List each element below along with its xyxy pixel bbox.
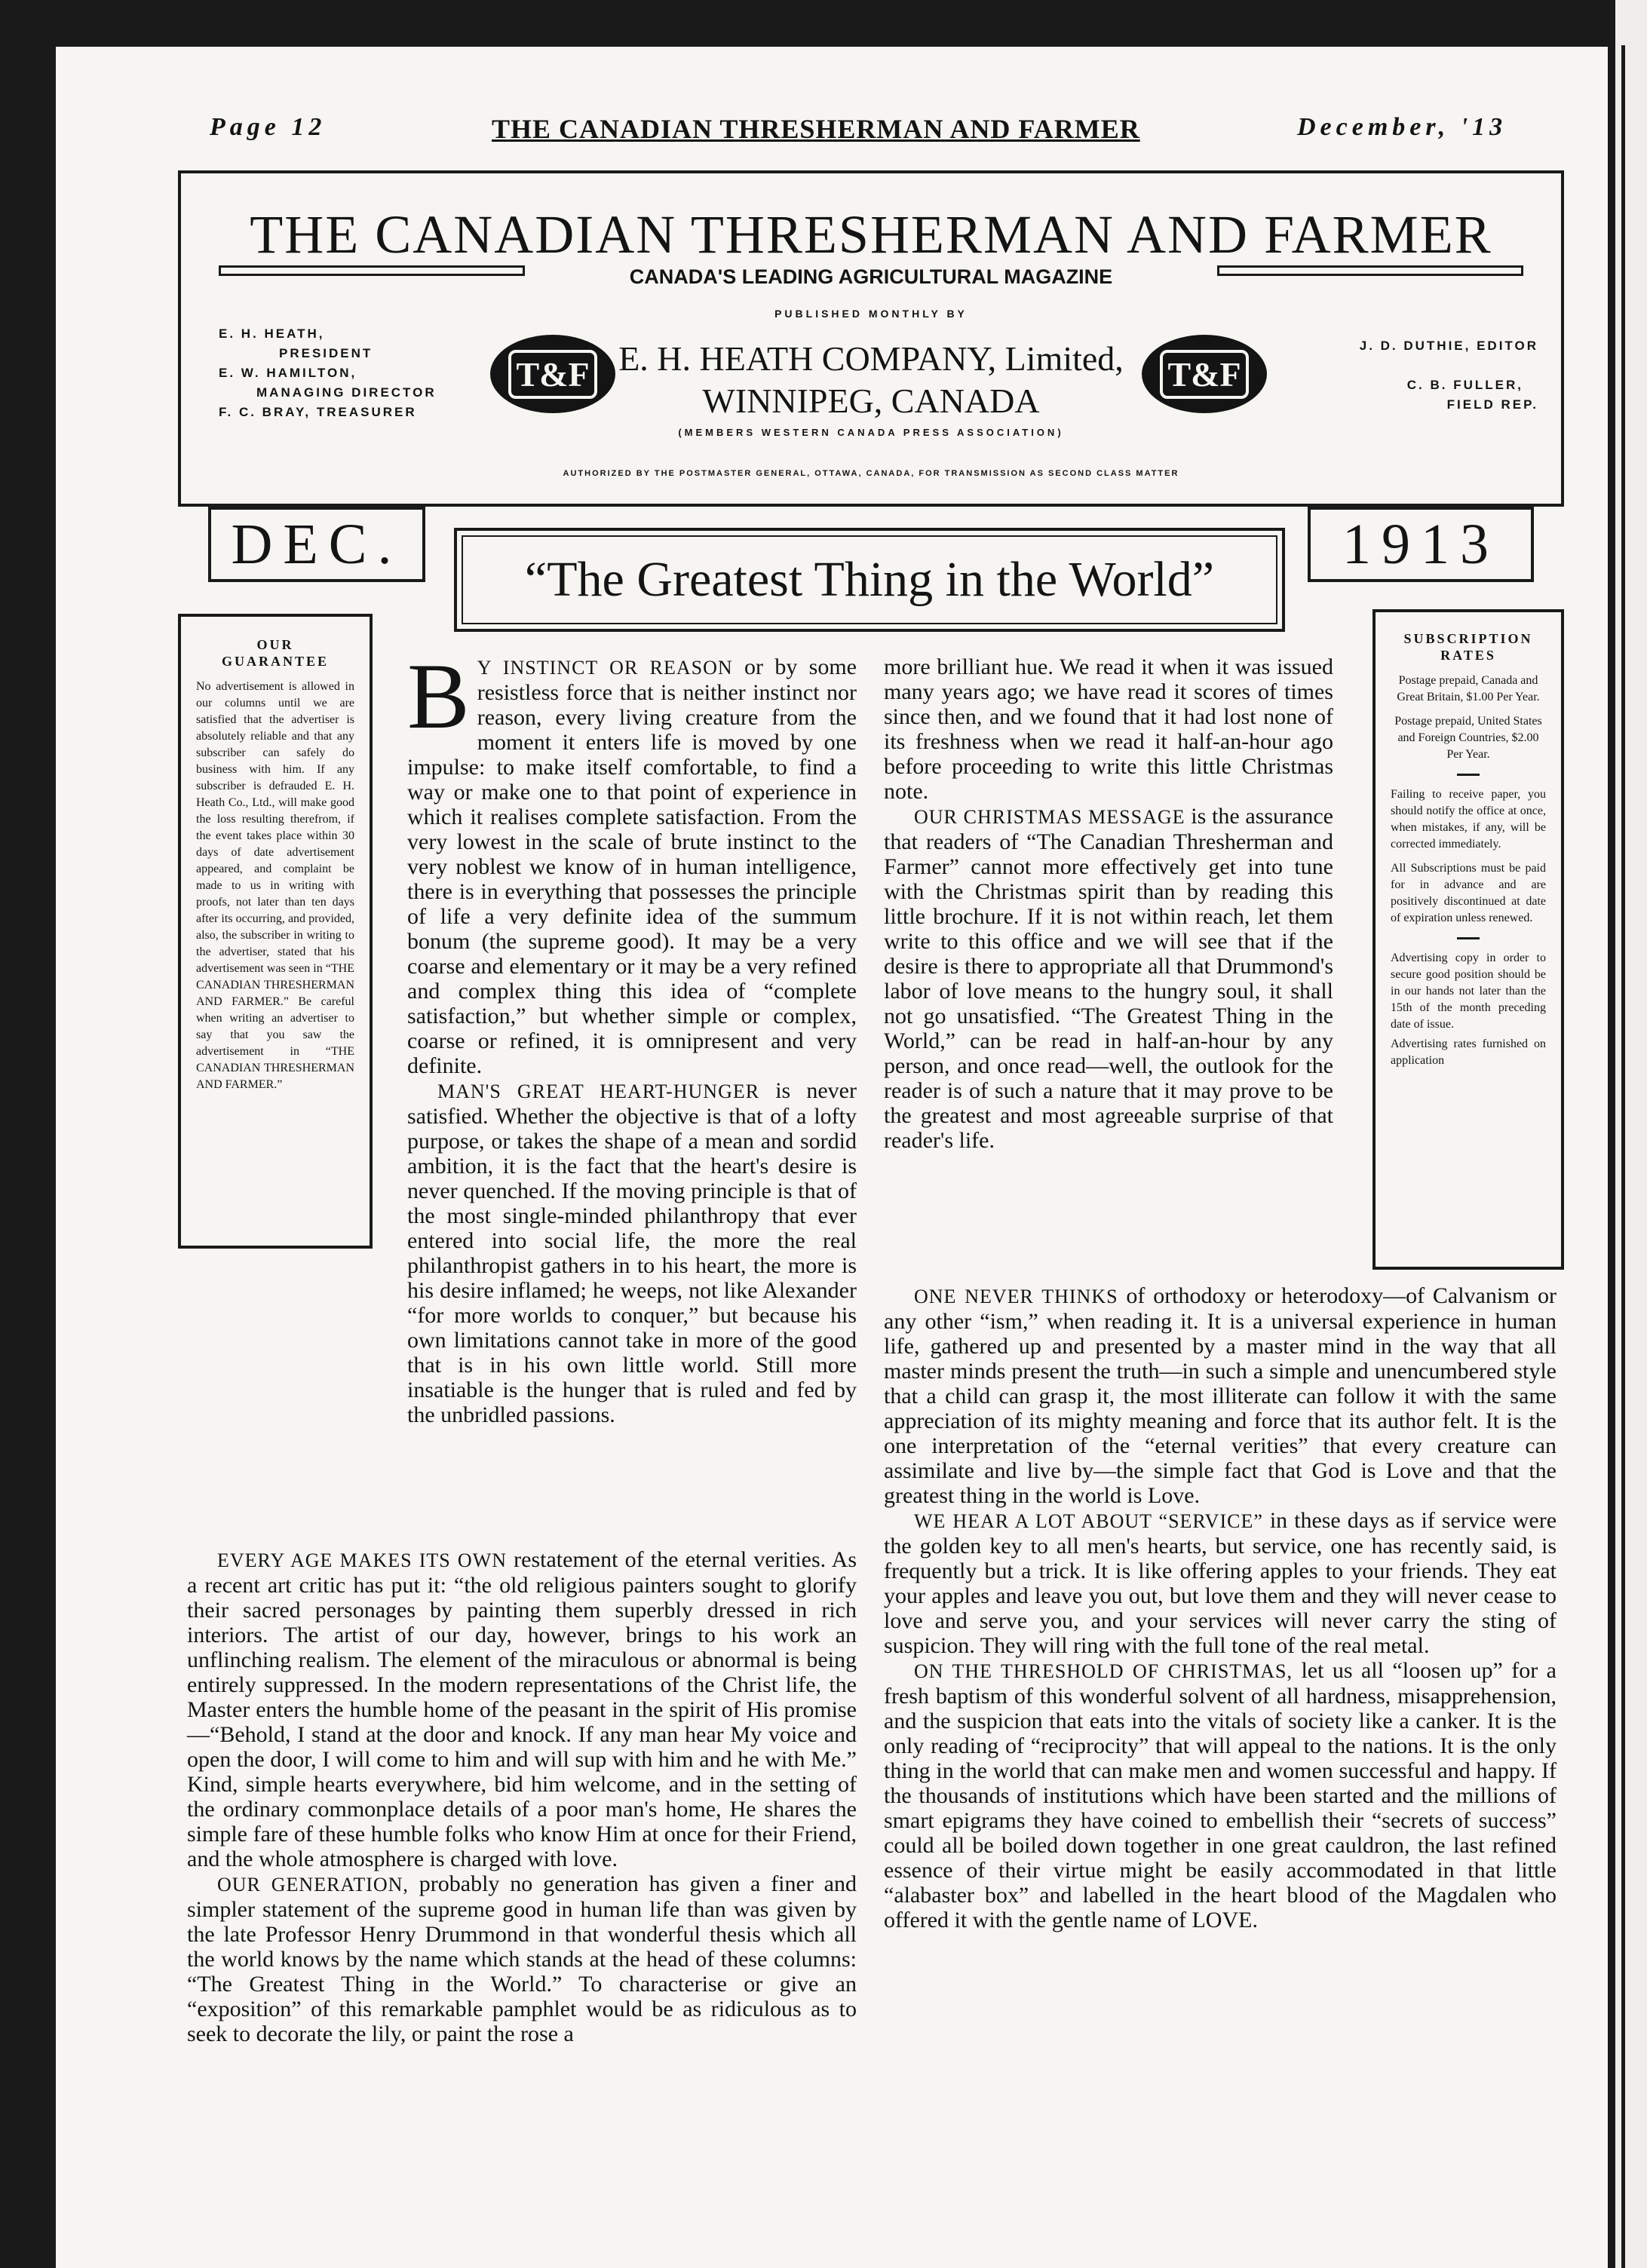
subscription-note: Advertising rates furnished on application [1391, 1037, 1546, 1067]
binding-shadow [1621, 45, 1625, 2268]
tf-logo-right [1142, 335, 1267, 413]
staff-name: E. H. HEATH, [219, 326, 325, 341]
issue-month: DEC. [208, 507, 425, 582]
divider [1457, 937, 1480, 939]
masthead-subtitle: CANADA'S LEADING AGRICULTURAL MAGAZINE [629, 265, 1113, 288]
paragraph-lead: OUR GENERATION, [217, 1874, 409, 1896]
guarantee-text: No advertisement is allowed in our columns until we are satisfied that the advertiser is absolutely reliable and that any subscriber can safely do business with him. If any subscriber is defrauded E. H. Heath Co., Ltd., will make good the loss resulting therefrom, if the event takes place within 30 days of date advertisement appeared, and complaint be made to us in writing with proofs, not later than ten days after its occurring, and provided, also, the subscriber in writing to the advertiser, stated that his advertisement was seen in “THE CANADIAN THRESHERMAN AND FARMER.” Be careful when writing an advertiser to say that you saw the advertisement in “THE CANADIAN THRESHERMAN AND FARMER.” [196, 680, 354, 1091]
page-number: Page 12 [210, 113, 327, 141]
paragraph-text: or by some resistless force that is neither instinct nor reason, every living creature from the moment it enters life is moved by one impulse: to make itself comfortable, to find a way or make one to that point of experience in which it realises complete satisfaction. From the very lowest in the scale of brute instinct to the very noblest we know of in human intelligence, there is in everything that possesses the principle of life a very definite idea of the summum bonum (the supreme good). It may be a very coarse and elementary or it may be a very refined and complex thing this idea of “complete satisfaction,” but whether simple or complex, coarse or refined, it is omnipresent and very definite. [407, 654, 857, 1078]
masthead-title: THE CANADIAN THRESHERMAN AND FARMER [250, 204, 1492, 265]
paragraph: more brilliant hue. We read it when it was issued many years ago; we have read it scores of times since then, and we found that it had lost none of its freshness when we read it half-an-hour ago before proceeding to write this little Christmas note. [884, 654, 1333, 804]
article-column-left-lower [187, 1547, 857, 2046]
paragraph-lead: OUR CHRISTMAS MESSAGE [914, 806, 1185, 828]
paragraph [407, 645, 857, 1078]
company-name: E. H. HEATH COMPANY, Limited, [618, 339, 1124, 378]
logo-monogram: T&F [508, 350, 597, 399]
subscription-heading: RATES [1440, 648, 1496, 663]
paragraph-lead: ONE NEVER THINKS [914, 1286, 1118, 1307]
paragraph-text: in these days as if service were the golden key to all men's hearts, but service, one has recently said, is frequently but a trick. It is like offering apples to your friends. They eat your apples and leave you out, but love them and they will never cease to love and serve you, and your services will never carry the sting of suspicion. They will ring with the full tone of the real metal. [884, 1508, 1557, 1658]
paragraph-text: restatement of the eternal verities. As a recent art critic has put it: “the old religious painters sought to glorify their sacred personages by painting them superbly dressed in rich interiors. The artist of our day, however, brings to his work an unflinching realism. The element of the miraculous or abnormal is being entirely suppressed. In the modern representations of the Christ life, the Master enters the humble home of the peasant in the spirit of His promise—“Behold, I stand at the door and knock. If any man hear My voice and open the door, I will come to him and will sup with him and he with Me.” Kind, simple hearts everywhere, bid him welcome, and in the setting of the ordinary commonplace details of a poor man's home, He shares the simple fare of these humble folks who know Him at once for their Friend, and the whole atmosphere is charged with love. [187, 1547, 857, 1871]
guarantee-heading: OUR [256, 637, 294, 652]
paragraph-text: probably no generation has given a finer and simpler statement of the supreme good in human life than was given by the late Professor Henry Drummond in that wonderful thesis which all the world knows by the name which stands at the head of these columns: “The Greatest Thing in the World.” To characterise or give an “exposition” of this remarkable pamphlet would be as ridiculous as to seek to decorate the lily, or paint the rose a [187, 1871, 857, 2046]
paragraph [884, 1658, 1557, 1932]
staff-name: C. B. FULLER, [1406, 378, 1523, 392]
right-staff [1297, 336, 1538, 415]
guarantee-sidebar [178, 614, 373, 1249]
article-title-box [454, 528, 1285, 632]
staff-name: J. D. DUTHIE, EDITOR [1359, 339, 1538, 353]
publisher-block [603, 338, 1139, 422]
published-by: PUBLISHED MONTHLY BY [774, 308, 968, 320]
paragraph-text: of orthodoxy or heterodoxy—of Calvanism or any other “ism,” when reading it. It is a universal experience in human life, gathered up and presented by a master mind in the way that all master minds present the truth—in such a simple and unencumbered style that a child can grasp it, the most illiterate can follow it with the same appreciation of its mighty meaning and force that its author felt. It is the one interpretation of the “eternal verities” that every creature can assimilate and live by—the simple fact that God is Love and that the greatest thing in the world is Love. [884, 1283, 1557, 1508]
divider [1457, 774, 1480, 776]
subscription-sidebar [1372, 609, 1564, 1270]
paragraph [884, 1283, 1557, 1508]
paragraph [187, 1871, 857, 2046]
paragraph-lead: EVERY AGE MAKES ITS OWN [217, 1549, 508, 1571]
subscription-note: Failing to receive paper, you should notify the office at once, when mistakes, if any, will be corrected immediately. [1391, 788, 1546, 851]
staff-name: E. W. HAMILTON, [219, 366, 357, 380]
press-association: (MEMBERS WESTERN CANADA PRESS ASSOCIATION) [678, 427, 1064, 438]
issue-year: 1913 [1308, 507, 1534, 582]
article-column-right-upper [884, 654, 1333, 1153]
left-staff [219, 324, 490, 422]
paragraph [884, 1508, 1557, 1658]
title-rule-right [1217, 265, 1523, 276]
masthead-box [178, 170, 1564, 507]
paragraph [407, 1078, 857, 1427]
paragraph-text: is never satisfied. Whether the objective is that of a lofty purpose, or takes the shape of a mean and sordid ambition, it is the fact that the heart's desire is never quenched. If the moving principle is that of the most single-minded philanthropy that ever entered into social life, the more the real philanthropist gathers in to his heart, the more is his desire inflamed; he weeps, not like Alexander “for more worlds to conquer,” but because his own limitations cannot take in more of the good that is in his own little world. Still more insatiable is the hunger that is ruled and fed by the unbridled passions. [407, 1078, 857, 1427]
company-city: WINNIPEG, CANADA [702, 382, 1040, 420]
subscription-note: All Subscriptions must be paid for in advance and are positively discontinued at date of expiration unless renewed. [1391, 862, 1546, 924]
paragraph-lead: WE HEAR A LOT ABOUT “SERVICE” [914, 1510, 1263, 1532]
tf-logo-left [490, 335, 615, 413]
rate-canada: Postage prepaid, Canada and Great Britain, $1.00 Per Year. [1397, 674, 1540, 703]
staff-name: F. C. BRAY, TREASURER [219, 405, 417, 419]
staff-title: PRESIDENT [279, 346, 373, 360]
guarantee-heading: GUARANTEE [221, 654, 329, 669]
article-column-right-lower [884, 1283, 1557, 1932]
subscription-heading: SUBSCRIPTION [1403, 631, 1533, 646]
rate-foreign: Postage prepaid, United States and Foreign Countries, $2.00 Per Year. [1394, 715, 1542, 761]
paragraph-text: let us all “loosen up” for a fresh baptism of this wonderful solvent of all hardness, misapprehension, and the suspicion that eats into the vitals of society like a canker. It is the only reading of “reciprocity” that will appeal to the nations. It is the only thing in the world that can make men and women successful and happy. If the thousands of institutions which have been started and the millions of smart epigrams they have coined to embellish their “secrets of success” could all be boiled down together in one great cauldron, the last refined essence of their virtue might be easily accommodated in that little “alabaster box” and labelled in the heart blood of the Magdalen who offered it with the gentle name of LOVE. [884, 1658, 1557, 1932]
paragraph [187, 1547, 857, 1871]
subscription-note: Advertising copy in order to secure good position should be in our hands not later than the 15th of the month preceding date of issue. [1391, 952, 1546, 1031]
paragraph-lead: Y INSTINCT OR REASON [477, 657, 733, 679]
paragraph-text: is the assurance that readers of “The Canadian Thresherman and Farmer” cannot more effectively get into tune with the Christmas spirit than by reading this little brochure. If it is not within reach, let them write to this office and we will see that if the desire is there to appropriate all that Drummond's labor of love means to the hungry soul, it shall not go unsatisfied. “The Greatest Thing in the World,” can be read in half-an-hour by any person, and once read—well, the outlook for the reader is of such a nature that it may prove to be the greatest and most agreeable surprise of that reader's life. [884, 804, 1333, 1153]
paragraph [884, 804, 1333, 1153]
staff-title: FIELD REP. [1446, 397, 1538, 412]
paragraph-lead: MAN'S GREAT HEART-HUNGER [437, 1080, 760, 1102]
running-masthead: THE CANADIAN THRESHERMAN AND FARMER [492, 114, 1140, 144]
article-column-left-upper [407, 645, 857, 1427]
article-title: “The Greatest Thing in the World” [462, 535, 1277, 624]
postal-authorization: AUTHORIZED BY THE POSTMASTER GENERAL, OTTAWA, CANADA, FOR TRANSMISSION AS SECOND CLASS MATTER [563, 469, 1179, 478]
paragraph-lead: ON THE THRESHOLD OF CHRISTMAS, [914, 1660, 1293, 1682]
running-date: December, '13 [1297, 113, 1507, 141]
next-page-edge [1615, 0, 1647, 2268]
drop-cap: B [407, 645, 470, 748]
staff-title: MANAGING DIRECTOR [256, 385, 437, 400]
logo-monogram: T&F [1160, 350, 1248, 399]
